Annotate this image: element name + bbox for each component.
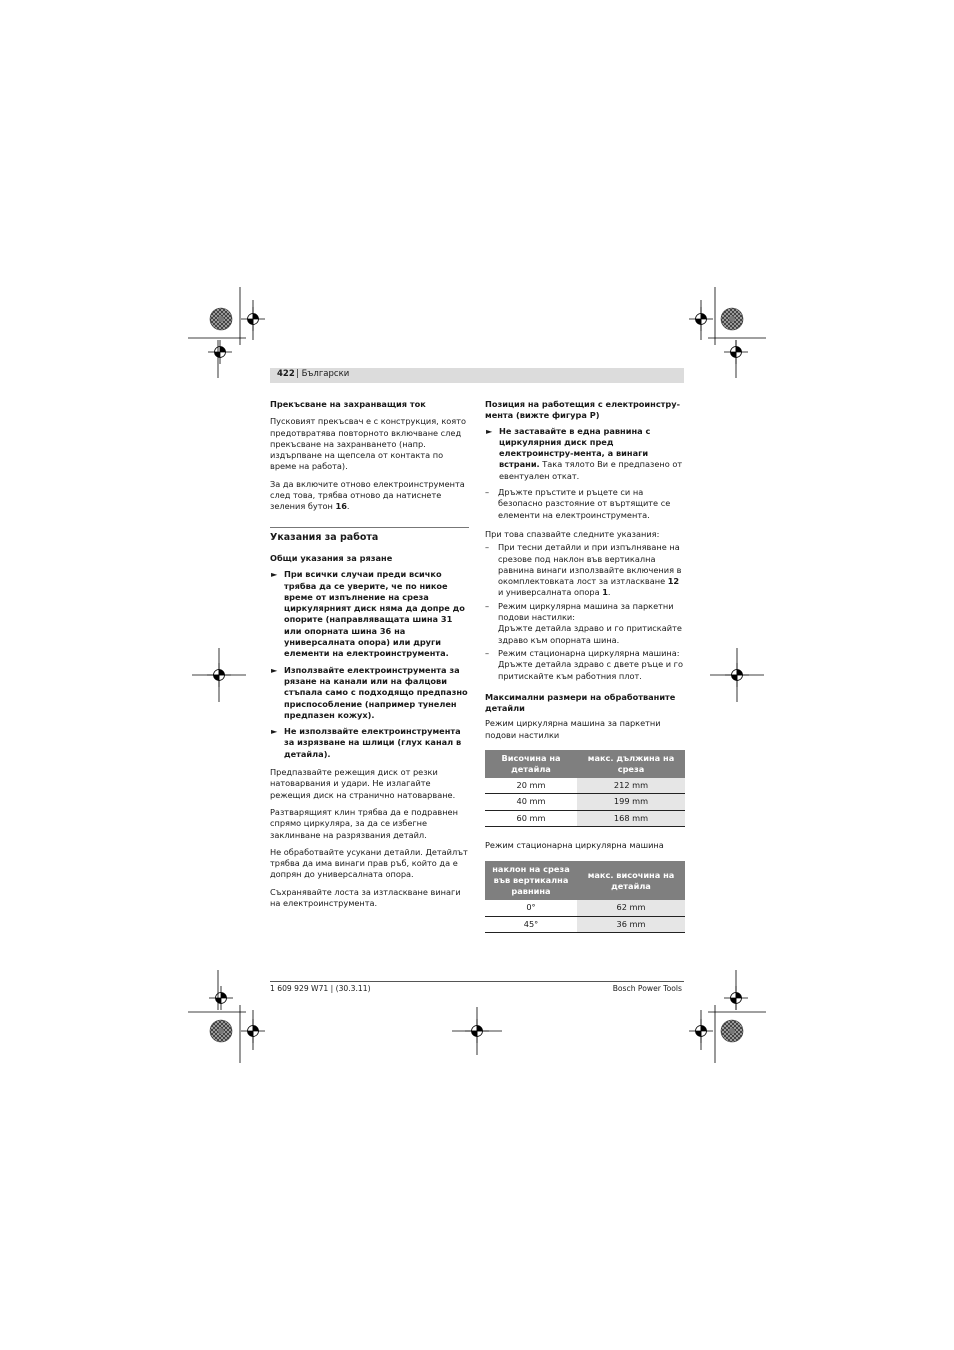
page-number: 422 [277, 369, 295, 379]
warning-bullet: ► Не заставайте в една равнина с циркулярния диск пред електроинстру-мента, а винаги встрани. Така тялото Ви е предпазено от евентуален откат. [486, 425, 683, 481]
dimensions-table-parquet [485, 750, 685, 827]
document-code: 1 609 929 W71 | (30.3.11) [270, 984, 371, 993]
warning-bullet: ► Не използвайте електроинструмента за изрязване на шлици (глух канал в детайла). [271, 726, 462, 759]
warning-bullet: ► Използвайте електроинструмента за рязане на канали или на фалцови стъпала само с подходящо предпазно приспособление (например тунелен предпазен кожух). [271, 664, 468, 720]
table-row: 20 mm 212 mm [485, 778, 685, 794]
table-header: макс. дължина на среза [577, 750, 685, 778]
bullet-marker: ► [271, 726, 278, 737]
button-ref: 16 [335, 501, 347, 512]
table-header: наклон на среза във вертикална равнина [485, 861, 577, 900]
observe-intro: При това спазвайте следните указания: [485, 528, 660, 539]
page-footer [270, 981, 684, 993]
right-column [485, 399, 685, 933]
max-dims-heading: Максимални размери на обработваните детайли [485, 691, 676, 714]
table-row: 40 mm 199 mm [485, 794, 685, 810]
left-column [270, 399, 469, 915]
brand-label: Bosch Power Tools [612, 984, 682, 993]
language-label: | Български [296, 369, 350, 379]
table-header: Височина на детайла [485, 750, 577, 778]
bullet-marker: ► [486, 425, 493, 436]
table-header: макс. височина на детайла [577, 861, 685, 900]
bullet-marker: ► [271, 569, 278, 580]
table-row: 60 mm 168 mm [485, 810, 685, 826]
position-heading: Позиция на работещия с електроинстру-мента (вижте фигура P) [485, 399, 681, 421]
power-restart-paragraph: За да включите отново електроинструмента след това, трябва отново да натиснете зеления бутон 16. [270, 478, 465, 512]
dash-item: – Дръжте пръстите и ръцете си на безопасно разстояние от въртящите се елементи на електроинструмента. [485, 487, 671, 520]
bullet-marker: ► [271, 664, 278, 675]
page-header [270, 368, 684, 383]
table2-caption: Режим стационарна циркулярна машина [485, 839, 664, 850]
warning-bullet: ► При всички случаи преди всичко трябва да се уверите, че по никое време от изпълнение на среза циркулярният диск няма да допре до опорите (направляващата шина 31 или опорната шина 36 на универсалната опора) или други елементи на електроинструмента. [271, 569, 465, 659]
power-loss-heading: Прекъсване на захранващия ток [270, 399, 426, 409]
section-title: Указания за работа [270, 527, 469, 543]
dash-item: – При тесни детайли и при изпълняване на срезове под наклон във вертикална равнина винаги използвайте включения в окомплектовката лост за изтласкване 12 и универсалната опора 1. [485, 542, 682, 598]
table1-caption: Режим циркулярна машина за паркетни подови настилки [485, 718, 661, 740]
paragraph: Предпазвайте режещия диск от резки натоварвания и удари. Не излагайте режещия диск на странично натоварване. [270, 767, 456, 800]
table-row: 45° 36 mm [485, 916, 685, 932]
paragraph: Не обработвайте усукани детайли. Детайлът трябва да има винаги прав ръб, който да е допрян до универсалната опора. [270, 846, 468, 880]
paragraph: Съхранявайте лоста за изтласкване винаги на електроинструмента. [270, 886, 461, 908]
paragraph: Разтварящият клин трябва да е подравнен спрямо циркуляра, за да се избегне заклинване на разрязвания детайл. [270, 806, 458, 840]
table-row: 0° 62 mm [485, 900, 685, 916]
power-loss-paragraph: Пусковият прекъсвач е с конструкция, която предотвратява повторното включване след прекъсване на захранването (напр. издърпване на щепсела от контакта по време на работа). [270, 416, 466, 472]
general-cutting-heading: Общи указания за рязане [270, 552, 393, 563]
dimensions-table-stationary [485, 861, 685, 933]
dash-item: – Режим стационарна циркулярна машина: Дръжте детайла здраво с двете ръце и го притискайте към работния плот. [485, 647, 683, 681]
dash-item: – Режим циркулярна машина за паркетни подови настилки: Дръжте детайла здраво и го притискайте здраво към опорната шина. [485, 600, 682, 645]
